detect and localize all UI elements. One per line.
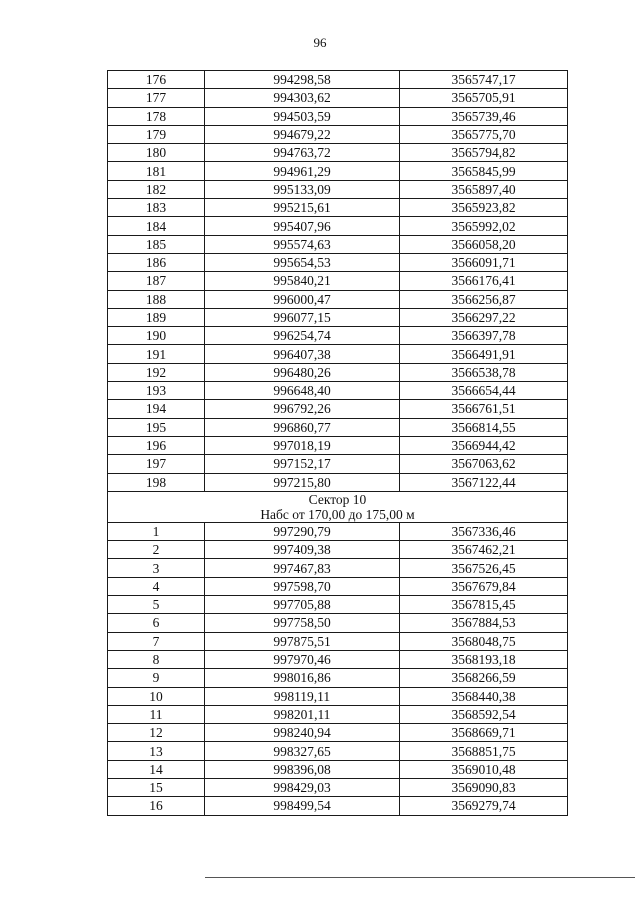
y-coordinate-cell: 3568440,38: [400, 687, 568, 705]
x-coordinate-cell: 998201,11: [205, 705, 400, 723]
y-coordinate-cell: 3566091,71: [400, 253, 568, 271]
y-coordinate-cell: 3568193,18: [400, 650, 568, 668]
y-coordinate-cell: 3568592,54: [400, 705, 568, 723]
point-number-cell: 182: [108, 180, 205, 198]
x-coordinate-cell: 998016,86: [205, 669, 400, 687]
point-number-cell: 180: [108, 144, 205, 162]
x-coordinate-cell: 994763,72: [205, 144, 400, 162]
y-coordinate-cell: 3567336,46: [400, 522, 568, 540]
table-row: [108, 199, 568, 217]
y-coordinate-cell: 3567815,45: [400, 596, 568, 614]
point-number-cell: 10: [108, 687, 205, 705]
x-coordinate-cell: 996648,40: [205, 382, 400, 400]
x-coordinate-cell: 997705,88: [205, 596, 400, 614]
x-coordinate-cell: 996792,26: [205, 400, 400, 418]
table-row: [108, 235, 568, 253]
table-row: [108, 541, 568, 559]
bottom-rule: [205, 877, 635, 878]
y-coordinate-cell: 3568266,59: [400, 669, 568, 687]
table-row: [108, 724, 568, 742]
x-coordinate-cell: 996860,77: [205, 418, 400, 436]
y-coordinate-cell: 3566814,55: [400, 418, 568, 436]
y-coordinate-cell: 3566944,42: [400, 436, 568, 454]
x-coordinate-cell: 994298,58: [205, 71, 400, 89]
table-row: [108, 327, 568, 345]
table-row: [108, 272, 568, 290]
y-coordinate-cell: 3566491,91: [400, 345, 568, 363]
x-coordinate-cell: 998327,65: [205, 742, 400, 760]
x-coordinate-cell: 997970,46: [205, 650, 400, 668]
point-number-cell: 196: [108, 436, 205, 454]
point-number-cell: 195: [108, 418, 205, 436]
point-number-cell: 11: [108, 705, 205, 723]
table-row: [108, 632, 568, 650]
x-coordinate-cell: 996254,74: [205, 327, 400, 345]
table-row: [108, 308, 568, 326]
point-number-cell: 190: [108, 327, 205, 345]
point-number-cell: 198: [108, 473, 205, 491]
point-number-cell: 178: [108, 107, 205, 125]
x-coordinate-cell: 997152,17: [205, 455, 400, 473]
x-coordinate-cell: 995654,53: [205, 253, 400, 271]
y-coordinate-cell: 3569279,74: [400, 797, 568, 815]
x-coordinate-cell: 997467,83: [205, 559, 400, 577]
point-number-cell: 2: [108, 541, 205, 559]
table-row: [108, 89, 568, 107]
x-coordinate-cell: 997875,51: [205, 632, 400, 650]
point-number-cell: 176: [108, 71, 205, 89]
table-row: [108, 107, 568, 125]
x-coordinate-cell: 994679,22: [205, 125, 400, 143]
y-coordinate-cell: 3566654,44: [400, 382, 568, 400]
y-coordinate-cell: 3566297,22: [400, 308, 568, 326]
y-coordinate-cell: 3567884,53: [400, 614, 568, 632]
table-row: [108, 125, 568, 143]
table-row: [108, 596, 568, 614]
table-row: [108, 400, 568, 418]
table-row: [108, 522, 568, 540]
point-number-cell: 6: [108, 614, 205, 632]
table-row: [108, 669, 568, 687]
sector-title: Сектор 10: [308, 491, 367, 507]
y-coordinate-cell: 3565794,82: [400, 144, 568, 162]
x-coordinate-cell: 994503,59: [205, 107, 400, 125]
point-number-cell: 1: [108, 522, 205, 540]
y-coordinate-cell: 3568669,71: [400, 724, 568, 742]
page-number: 96: [313, 35, 327, 50]
y-coordinate-cell: 3568048,75: [400, 632, 568, 650]
x-coordinate-cell: 997290,79: [205, 522, 400, 540]
table-row: [108, 797, 568, 815]
y-coordinate-cell: 3565747,17: [400, 71, 568, 89]
y-coordinate-cell: 3565739,46: [400, 107, 568, 125]
y-coordinate-cell: 3567526,45: [400, 559, 568, 577]
y-coordinate-cell: 3568851,75: [400, 742, 568, 760]
y-coordinate-cell: 3565845,99: [400, 162, 568, 180]
table-row: [108, 382, 568, 400]
point-number-cell: 3: [108, 559, 205, 577]
table-row: [108, 162, 568, 180]
x-coordinate-cell: 996000,47: [205, 290, 400, 308]
table-row: [108, 217, 568, 235]
x-coordinate-cell: 995215,61: [205, 199, 400, 217]
point-number-cell: 186: [108, 253, 205, 271]
x-coordinate-cell: 997758,50: [205, 614, 400, 632]
table-body-top: [108, 71, 568, 492]
point-number-cell: 191: [108, 345, 205, 363]
sector-subtitle: Набс от 170,00 до 175,00 м: [260, 506, 415, 522]
table-row: [108, 363, 568, 381]
y-coordinate-cell: 3567462,21: [400, 541, 568, 559]
table-row: [108, 650, 568, 668]
table-row: [108, 455, 568, 473]
sector-header-row: [108, 491, 568, 522]
table-row: [108, 180, 568, 198]
y-coordinate-cell: 3567063,62: [400, 455, 568, 473]
x-coordinate-cell: 998429,03: [205, 778, 400, 796]
y-coordinate-cell: 3567679,84: [400, 577, 568, 595]
table-row: [108, 577, 568, 595]
y-coordinate-cell: 3566761,51: [400, 400, 568, 418]
table-row: [108, 778, 568, 796]
x-coordinate-cell: 995840,21: [205, 272, 400, 290]
table-row: [108, 290, 568, 308]
x-coordinate-cell: 995133,09: [205, 180, 400, 198]
x-coordinate-cell: 998119,11: [205, 687, 400, 705]
x-coordinate-cell: 996077,15: [205, 308, 400, 326]
x-coordinate-cell: 997598,70: [205, 577, 400, 595]
table-row: [108, 687, 568, 705]
y-coordinate-cell: 3565897,40: [400, 180, 568, 198]
x-coordinate-cell: 997215,80: [205, 473, 400, 491]
y-coordinate-cell: 3566176,41: [400, 272, 568, 290]
point-number-cell: 181: [108, 162, 205, 180]
point-number-cell: 197: [108, 455, 205, 473]
x-coordinate-cell: 996480,26: [205, 363, 400, 381]
y-coordinate-cell: 3565992,02: [400, 217, 568, 235]
y-coordinate-cell: 3566397,78: [400, 327, 568, 345]
point-number-cell: 12: [108, 724, 205, 742]
y-coordinate-cell: 3566058,20: [400, 235, 568, 253]
x-coordinate-cell: 994303,62: [205, 89, 400, 107]
table-row: [108, 559, 568, 577]
x-coordinate-cell: 997409,38: [205, 541, 400, 559]
point-number-cell: 7: [108, 632, 205, 650]
table-row: [108, 705, 568, 723]
table-row: [108, 742, 568, 760]
table-row: [108, 144, 568, 162]
coordinates-table: [107, 70, 568, 816]
point-number-cell: 16: [108, 797, 205, 815]
x-coordinate-cell: 998396,08: [205, 760, 400, 778]
table-row: [108, 345, 568, 363]
y-coordinate-cell: 3569010,48: [400, 760, 568, 778]
y-coordinate-cell: 3565705,91: [400, 89, 568, 107]
x-coordinate-cell: 995574,63: [205, 235, 400, 253]
x-coordinate-cell: 994961,29: [205, 162, 400, 180]
point-number-cell: 4: [108, 577, 205, 595]
x-coordinate-cell: 996407,38: [205, 345, 400, 363]
table-body-bottom: [108, 522, 568, 815]
point-number-cell: 194: [108, 400, 205, 418]
x-coordinate-cell: 995407,96: [205, 217, 400, 235]
x-coordinate-cell: 998240,94: [205, 724, 400, 742]
point-number-cell: 184: [108, 217, 205, 235]
table-row: [108, 71, 568, 89]
point-number-cell: 189: [108, 308, 205, 326]
y-coordinate-cell: 3566256,87: [400, 290, 568, 308]
y-coordinate-cell: 3569090,83: [400, 778, 568, 796]
table-row: [108, 473, 568, 491]
point-number-cell: 193: [108, 382, 205, 400]
point-number-cell: 179: [108, 125, 205, 143]
table-row: [108, 760, 568, 778]
point-number-cell: 15: [108, 778, 205, 796]
sector-header-group: [108, 491, 568, 522]
table-row: [108, 418, 568, 436]
table-row: [108, 436, 568, 454]
point-number-cell: 14: [108, 760, 205, 778]
point-number-cell: 8: [108, 650, 205, 668]
table-row: [108, 253, 568, 271]
point-number-cell: 188: [108, 290, 205, 308]
y-coordinate-cell: 3565775,70: [400, 125, 568, 143]
point-number-cell: 187: [108, 272, 205, 290]
y-coordinate-cell: 3567122,44: [400, 473, 568, 491]
point-number-cell: 177: [108, 89, 205, 107]
point-number-cell: 13: [108, 742, 205, 760]
point-number-cell: 183: [108, 199, 205, 217]
x-coordinate-cell: 997018,19: [205, 436, 400, 454]
point-number-cell: 5: [108, 596, 205, 614]
table-row: [108, 614, 568, 632]
sector-header-cell: [108, 491, 568, 522]
x-coordinate-cell: 998499,54: [205, 797, 400, 815]
point-number-cell: 192: [108, 363, 205, 381]
y-coordinate-cell: 3566538,78: [400, 363, 568, 381]
point-number-cell: 9: [108, 669, 205, 687]
point-number-cell: 185: [108, 235, 205, 253]
y-coordinate-cell: 3565923,82: [400, 199, 568, 217]
